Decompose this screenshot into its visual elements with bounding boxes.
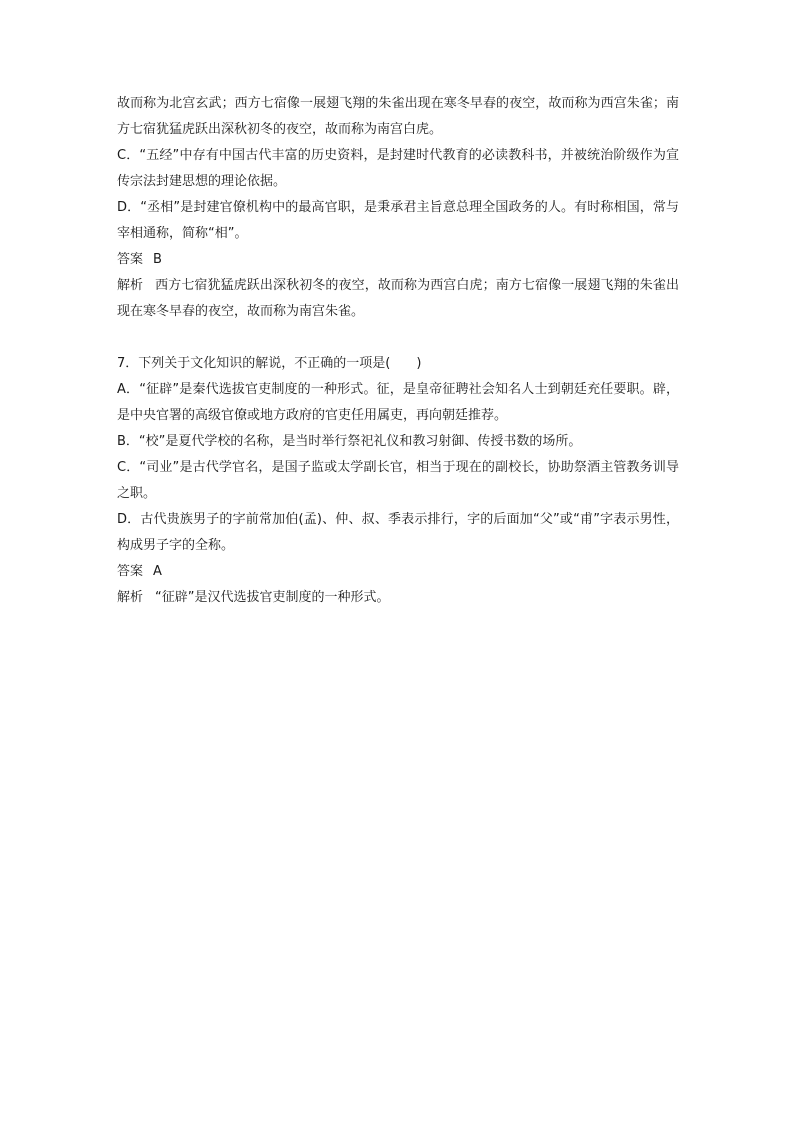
- q7-option-c: C．“司业”是古代学官名，是国子监或太学副长官，相当于现在的副校长，协助祭酒主管教务训导之职。: [117, 460, 679, 501]
- answer-label: 答案: [117, 564, 144, 579]
- q7-option-b: B．“校”是夏代学校的名称，是当时举行祭祀礼仪和教习射御、传授书数的场所。: [117, 434, 582, 449]
- q7-answer-line: [117, 559, 679, 585]
- q7-option-a: A．“征辟”是秦代选拔官吏制度的一种形式。征，是皇帝征聘社会知名人士到朝廷充任要职。辟，是中央官署的高级官僚或地方政府的官吏任用属吏，再向朝廷推荐。: [117, 382, 679, 423]
- prev-option-c: C．“五经”中存有中国古代丰富的历史资料，是封建时代教育的必读教科书，并被统治阶级作为宣传宗法封建思想的理论依据。: [117, 148, 679, 189]
- question-separator: [117, 325, 679, 351]
- q7-option-d: D．古代贵族男子的字前常加伯(孟)、仲、叔、季表示排行，字的后面加“父”或“甫”字表示男性，构成男子字的全称。: [117, 512, 679, 553]
- q7-stem: 7．下列关于文化知识的解说，不正确的一项是( ): [117, 356, 422, 371]
- prev-answer-line: [117, 247, 679, 273]
- answer-value: A: [153, 564, 162, 579]
- answer-label: 答案: [117, 252, 144, 267]
- analysis-text: “征辟”是汉代选拔官吏制度的一种形式。: [155, 590, 390, 605]
- analysis-text: 西方七宿犹猛虎跃出深秋初冬的夜空，故而称为西宫白虎；南方七宿像一展翅飞翔的朱雀出现在寒冬早春的夜空，故而称为南宫朱雀。: [117, 278, 679, 319]
- analysis-label: 解析: [117, 590, 144, 605]
- answer-value: B: [153, 252, 162, 267]
- analysis-label: 解析: [117, 278, 144, 293]
- prev-option-d: D．“丞相”是封建官僚机构中的最高官职，是秉承君主旨意总理全国政务的人。有时称相国，常与宰相通称，简称“相”。: [117, 200, 679, 241]
- document-content: [117, 91, 679, 611]
- prev-analysis-line: [117, 273, 679, 325]
- q7-analysis-line: [117, 585, 679, 611]
- prev-question-continuation: 故而称为北宫玄武；西方七宿像一展翅飞翔的朱雀出现在寒冬早春的夜空，故而称为西宫朱雀；南方七宿犹猛虎跃出深秋初冬的夜空，故而称为南宫白虎。: [117, 96, 679, 137]
